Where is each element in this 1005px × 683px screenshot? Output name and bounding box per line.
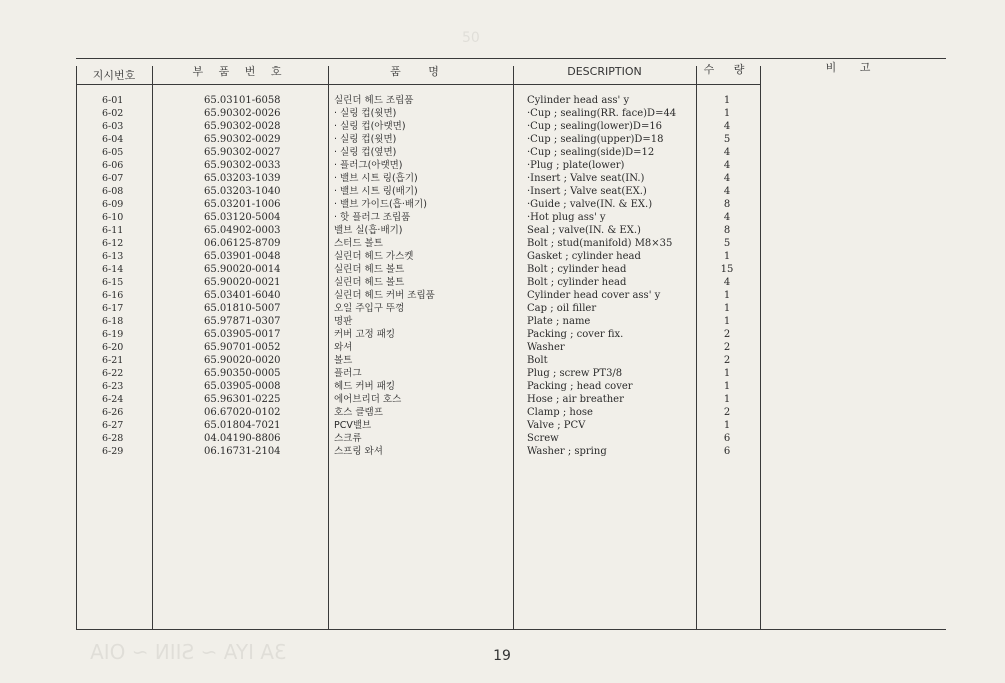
column-description — [527, 94, 695, 458]
cell-description: ·Cup ; sealing(RR. face)D=44 — [527, 108, 677, 119]
cell-quantity: 4 — [723, 160, 731, 171]
cell-no: 6-16 — [102, 290, 124, 301]
cell-description: Plate ; name — [527, 316, 591, 327]
cell-description: ·Plug ; plate(lower) — [527, 160, 625, 171]
cell-part-number: 06.16731-2104 — [204, 446, 281, 457]
cell-no: 6-13 — [102, 251, 124, 262]
cell-description: Packing ; head cover — [527, 381, 633, 392]
cell-part-number: 06.67020-0102 — [204, 407, 281, 418]
cell-korean-name: · 실링 컵(아랫면) — [334, 121, 406, 132]
cell-korean-name: 헤드 커버 패킹 — [334, 381, 396, 392]
cell-korean-name: 볼트 — [334, 355, 353, 366]
cell-no: 6-27 — [102, 420, 124, 431]
cell-description: ·Insert ; Valve seat(EX.) — [527, 186, 647, 197]
parts-table — [76, 58, 946, 630]
cell-part-number: 65.03203-1039 — [204, 173, 281, 184]
cell-description: ·Insert ; Valve seat(IN.) — [527, 173, 645, 184]
cell-no: 6-12 — [102, 238, 124, 249]
header-quantity: 수 량 — [703, 63, 753, 76]
cell-quantity: 4 — [723, 147, 731, 158]
header-rule — [76, 84, 760, 85]
column-divider — [696, 66, 697, 629]
column-quantity — [712, 94, 742, 458]
column-part-number — [204, 94, 324, 458]
cell-no: 6-05 — [102, 147, 124, 158]
cell-quantity: 4 — [723, 212, 731, 223]
cell-quantity: 1 — [723, 251, 731, 262]
cell-part-number: 65.01810-5007 — [204, 303, 281, 314]
cell-korean-name: 실린더 헤드 볼트 — [334, 264, 405, 275]
cell-korean-name: 실린더 헤드 가스켓 — [334, 251, 414, 262]
cell-no: 6-15 — [102, 277, 124, 288]
cell-description: ·Guide ; valve(IN. & EX.) — [527, 199, 653, 210]
cell-part-number: 65.01804-7021 — [204, 420, 281, 431]
cell-quantity: 1 — [723, 108, 731, 119]
cell-description: ·Hot plug ass' y — [527, 212, 606, 223]
cell-korean-name: 스터드 볼트 — [334, 238, 383, 249]
cell-part-number: 65.90302-0028 — [204, 121, 281, 132]
cell-quantity: 8 — [723, 199, 731, 210]
cell-part-number: 65.03901-0048 — [204, 251, 281, 262]
cell-quantity: 8 — [723, 225, 731, 236]
cell-no: 6-18 — [102, 316, 124, 327]
cell-part-number: 65.04902-0003 — [204, 225, 281, 236]
cell-description: Gasket ; cylinder head — [527, 251, 641, 262]
cell-korean-name: · 밸브 시트 링(흡기) — [334, 173, 418, 184]
cell-description: Bolt ; cylinder head — [527, 264, 627, 275]
cell-quantity: 2 — [723, 329, 731, 340]
cell-korean-name: 스크류 — [334, 433, 362, 444]
cell-quantity: 1 — [723, 394, 731, 405]
cell-description: Bolt ; cylinder head — [527, 277, 627, 288]
header-remarks: 비 고 — [825, 61, 881, 74]
cell-korean-name: · 실링 컵(윗면) — [334, 134, 397, 145]
cell-part-number: 65.90302-0029 — [204, 134, 281, 145]
cell-part-number: 65.03101-6058 — [204, 95, 281, 106]
cell-korean-name: 에어브리더 호스 — [334, 394, 402, 405]
cell-no: 6-20 — [102, 342, 124, 353]
cell-no: 6-02 — [102, 108, 124, 119]
column-korean-name — [334, 94, 510, 458]
cell-quantity: 1 — [723, 368, 731, 379]
cell-korean-name: 실린더 헤드 볼트 — [334, 277, 405, 288]
cell-korean-name: 오일 주입구 뚜껑 — [334, 303, 405, 314]
cell-no: 6-03 — [102, 121, 124, 132]
header-part-number: 부 품 번 호 — [192, 65, 288, 78]
cell-description: Clamp ; hose — [527, 407, 593, 418]
column-instruction-no — [102, 94, 152, 458]
cell-korean-name: · 플러그(아랫면) — [334, 160, 403, 171]
cell-description: ·Cup ; sealing(upper)D=18 — [527, 134, 664, 145]
cell-part-number: 65.90302-0026 — [204, 108, 281, 119]
cell-part-number: 65.03905-0008 — [204, 381, 281, 392]
cell-quantity: 1 — [723, 303, 731, 314]
cell-description: ·Cup ; sealing(side)D=12 — [527, 147, 655, 158]
show-through-text: 3A IYA ~ SIIN ~ OIA — [90, 640, 287, 664]
cell-no: 6-06 — [102, 160, 124, 171]
cell-no: 6-29 — [102, 446, 124, 457]
cell-korean-name: 커버 고정 패킹 — [334, 329, 396, 340]
cell-description: Packing ; cover fix. — [527, 329, 624, 340]
cell-quantity: 15 — [720, 264, 734, 275]
cell-korean-name: 호스 클램프 — [334, 407, 383, 418]
cell-korean-name: 실린더 헤드 조립품 — [334, 95, 414, 106]
cell-quantity: 2 — [723, 342, 731, 353]
cell-part-number: 06.06125-8709 — [204, 238, 281, 249]
cell-quantity: 4 — [723, 186, 731, 197]
cell-quantity: 1 — [723, 316, 731, 327]
cell-part-number: 65.90020-0014 — [204, 264, 281, 275]
cell-description: ·Cup ; sealing(lower)D=16 — [527, 121, 663, 132]
cell-quantity: 4 — [723, 277, 731, 288]
cell-quantity: 1 — [723, 420, 731, 431]
cell-no: 6-22 — [102, 368, 124, 379]
cell-part-number: 65.03120-5004 — [204, 212, 281, 223]
cell-no: 6-07 — [102, 173, 124, 184]
cell-description: Plug ; screw PT3/8 — [527, 368, 623, 379]
cell-no: 6-01 — [102, 95, 124, 106]
cell-quantity: 2 — [723, 407, 731, 418]
cell-korean-name: PCV밸브 — [334, 420, 372, 431]
cell-description: Cylinder head cover ass' y — [527, 290, 661, 301]
cell-part-number: 65.90350-0005 — [204, 368, 281, 379]
cell-part-number: 65.03201-1006 — [204, 199, 281, 210]
cell-quantity: 1 — [723, 290, 731, 301]
cell-quantity: 6 — [723, 433, 731, 444]
cell-description: Cylinder head ass' y — [527, 95, 630, 106]
cell-description: Cap ; oil filler — [527, 303, 597, 314]
cell-korean-name: · 밸브 가이드(흡·배기) — [334, 199, 427, 210]
column-divider — [76, 66, 77, 629]
column-divider — [328, 66, 329, 629]
cell-no: 6-23 — [102, 381, 124, 392]
cell-part-number: 65.97871-0307 — [204, 316, 281, 327]
cell-description: Hose ; air breather — [527, 394, 624, 405]
cell-no: 6-21 — [102, 355, 124, 366]
cell-description: Seal ; valve(IN. & EX.) — [527, 225, 641, 236]
cell-part-number: 65.90020-0021 — [204, 277, 281, 288]
cell-korean-name: · 실링 컵(옆면) — [334, 147, 397, 158]
cell-part-number: 65.90701-0052 — [204, 342, 281, 353]
cell-korean-name: · 밸브 시트 링(배기) — [334, 186, 418, 197]
cell-description: Washer — [527, 342, 565, 353]
cell-description: Washer ; spring — [527, 446, 607, 457]
cell-no: 6-14 — [102, 264, 124, 275]
cell-description: Bolt ; stud(manifold) M8×35 — [527, 238, 673, 249]
cell-korean-name: 와셔 — [334, 342, 353, 353]
cell-quantity: 5 — [723, 134, 731, 145]
column-divider — [513, 66, 514, 629]
cell-part-number: 65.96301-0225 — [204, 394, 281, 405]
header-description: DESCRIPTION — [567, 65, 642, 78]
cell-korean-name: 스프링 와셔 — [334, 446, 383, 457]
cell-no: 6-19 — [102, 329, 124, 340]
cell-no: 6-09 — [102, 199, 124, 210]
cell-part-number: 65.90302-0033 — [204, 160, 281, 171]
bottom-rule — [76, 629, 946, 630]
cell-korean-name: 실린더 헤드 커버 조립품 — [334, 290, 435, 301]
cell-no: 6-17 — [102, 303, 124, 314]
cell-korean-name: · 실링 컵(윗면) — [334, 108, 397, 119]
cell-part-number: 65.90302-0027 — [204, 147, 281, 158]
cell-quantity: 1 — [723, 381, 731, 392]
cell-no: 6-04 — [102, 134, 124, 145]
cell-description: Screw — [527, 433, 559, 444]
cell-korean-name: 명판 — [334, 316, 353, 327]
cell-quantity: 6 — [723, 446, 731, 457]
cell-part-number: 65.03905-0017 — [204, 329, 281, 340]
cell-no: 6-08 — [102, 186, 124, 197]
cell-quantity: 4 — [723, 173, 731, 184]
cell-part-number: 65.03203-1040 — [204, 186, 281, 197]
column-divider — [152, 66, 153, 629]
cell-no: 6-28 — [102, 433, 124, 444]
header-instruction-no: 지시번호 — [92, 69, 136, 82]
page-number: 19 — [493, 648, 511, 664]
cell-quantity: 1 — [723, 95, 731, 106]
cell-description: Bolt — [527, 355, 548, 366]
cell-part-number: 04.04190-8806 — [204, 433, 281, 444]
cell-quantity: 5 — [723, 238, 731, 249]
cell-no: 6-26 — [102, 407, 124, 418]
cell-quantity: 2 — [723, 355, 731, 366]
cell-no: 6-10 — [102, 212, 124, 223]
cell-part-number: 65.03401-6040 — [204, 290, 281, 301]
cell-no: 6-11 — [102, 225, 124, 236]
cell-korean-name: 밸브 실(흡·배기) — [334, 225, 403, 236]
cell-korean-name: 플러그 — [334, 368, 362, 379]
cell-korean-name: · 핫 플러그 조립품 — [334, 212, 411, 223]
column-divider — [760, 66, 761, 629]
cell-no: 6-24 — [102, 394, 124, 405]
cell-description: Valve ; PCV — [527, 420, 586, 431]
cell-quantity: 4 — [723, 121, 731, 132]
header-korean-name: 품 명 — [390, 65, 451, 78]
cell-part-number: 65.90020-0020 — [204, 355, 281, 366]
show-through-mark: 50 — [462, 30, 480, 46]
